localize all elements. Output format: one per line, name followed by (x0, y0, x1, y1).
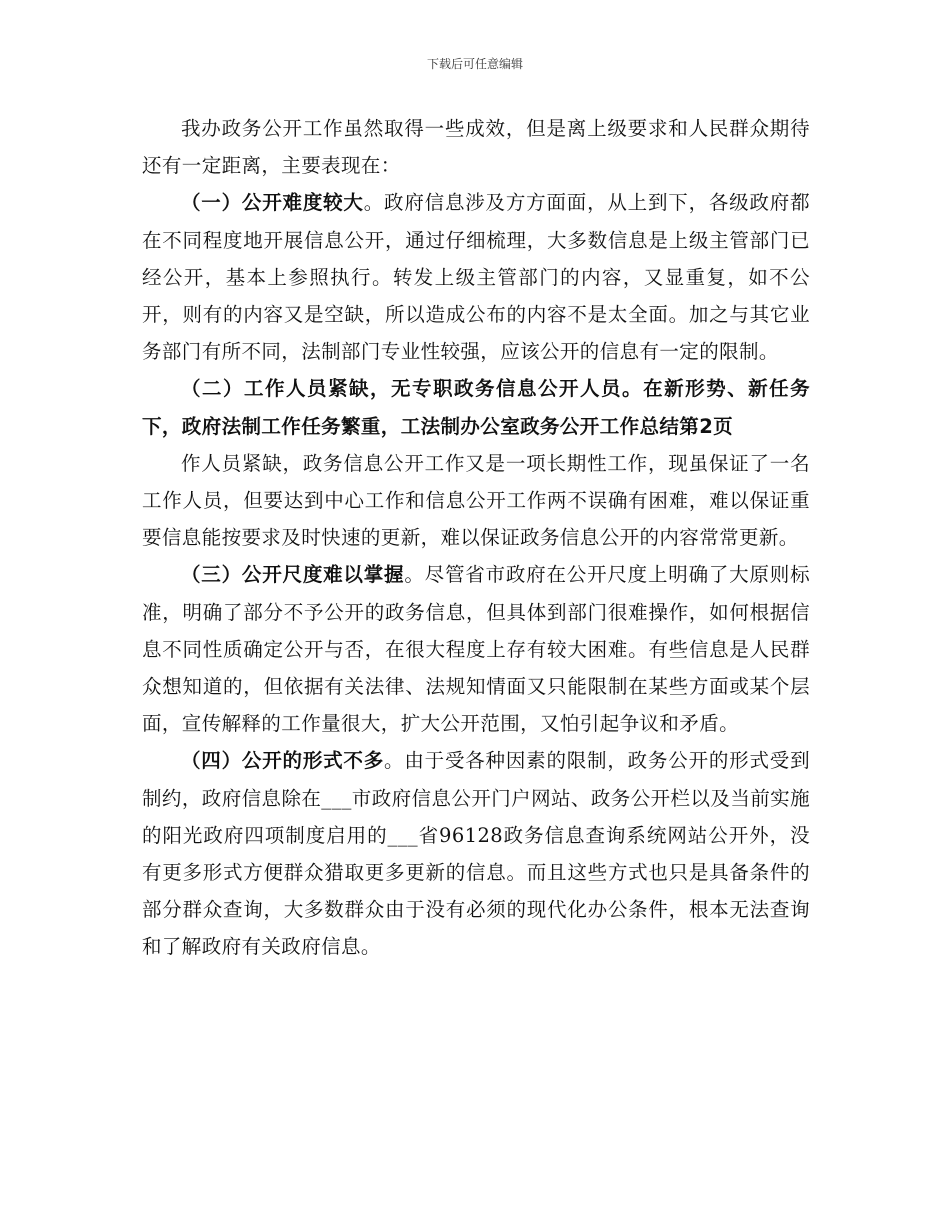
section-4-paragraph (142, 742, 810, 965)
section-2-paragraph (142, 370, 810, 444)
section-4-heading: （四）公开的形式不多 (181, 749, 385, 773)
intro-text: 我办政务公开工作虽然取得一些成效，但是离上级要求和人民群众期待还有一定距离，主要表现在： (142, 117, 810, 178)
section-1-paragraph (142, 184, 810, 370)
section-3-paragraph (142, 556, 810, 742)
page-header-note: 下载后可任意编辑 (426, 57, 523, 71)
document-body (142, 110, 810, 966)
section-2-continuation (142, 445, 810, 557)
section-2-heading: （二）工作人员紧缺，无专职政务信息公开人员。在新形势、新任务下，政府法制工作任务繁重，工法制办公室政务公开工作总结第2页 (142, 377, 810, 438)
section-1-text: 。政府信息涉及方方面面，从上到下，各级政府都在不同程度地开展信息公开，通过仔细梳理，大多数信息是上级主管部门已经公开，基本上参照执行。转发上级主管部门的内容，又显重复，如不公开，则有的内容又是空缺，所以造成公布的内容不是太全面。加之与其它业务部门有所不同，法制部门专业性较强，应该公开的信息有一定的限制。 (142, 191, 810, 364)
section-3-text: 。尽管省市政府在公开尺度上明确了大原则标准，明确了部分不予公开的政务信息，但具体到部门很难操作，如何根据信息不同性质确定公开与否，在很大程度上存有较大困难。有些信息是人民群众想知道的，但依据有关法律、法规知情面又只能限制在某些方面或某个层面，宣传解释的工作量很大，扩大公开范围，又怕引起争议和矛盾。 (142, 563, 810, 736)
section-3-heading: （三）公开尺度难以掌握 (181, 563, 405, 587)
section-1-heading: （一）公开难度较大 (181, 191, 364, 215)
section-2-text: 作人员紧缺，政务信息公开工作又是一项长期性工作，现虽保证了一名工作人员，但要达到中心工作和信息公开工作两不误确有困难，难以保证重要信息能按要求及时快速的更新，难以保证政务信息公开的内容常常更新。 (142, 451, 810, 550)
intro-paragraph (142, 110, 810, 184)
section-4-text: 。由于受各种因素的限制，政务公开的形式受到制约，政府信息除在___市政府信息公开门户网站、政务公开栏以及当前实施的阳光政府四项制度启用的___省96128政务信息查询系统网站公开外，没有更多形式方便群众猎取更多更新的信息。而且这些方式也只是具备条件的部分群众查询，大多数群众由于没有必须的现代化办公条件，根本无法查询和了解政府有关政府信息。 (142, 749, 810, 959)
